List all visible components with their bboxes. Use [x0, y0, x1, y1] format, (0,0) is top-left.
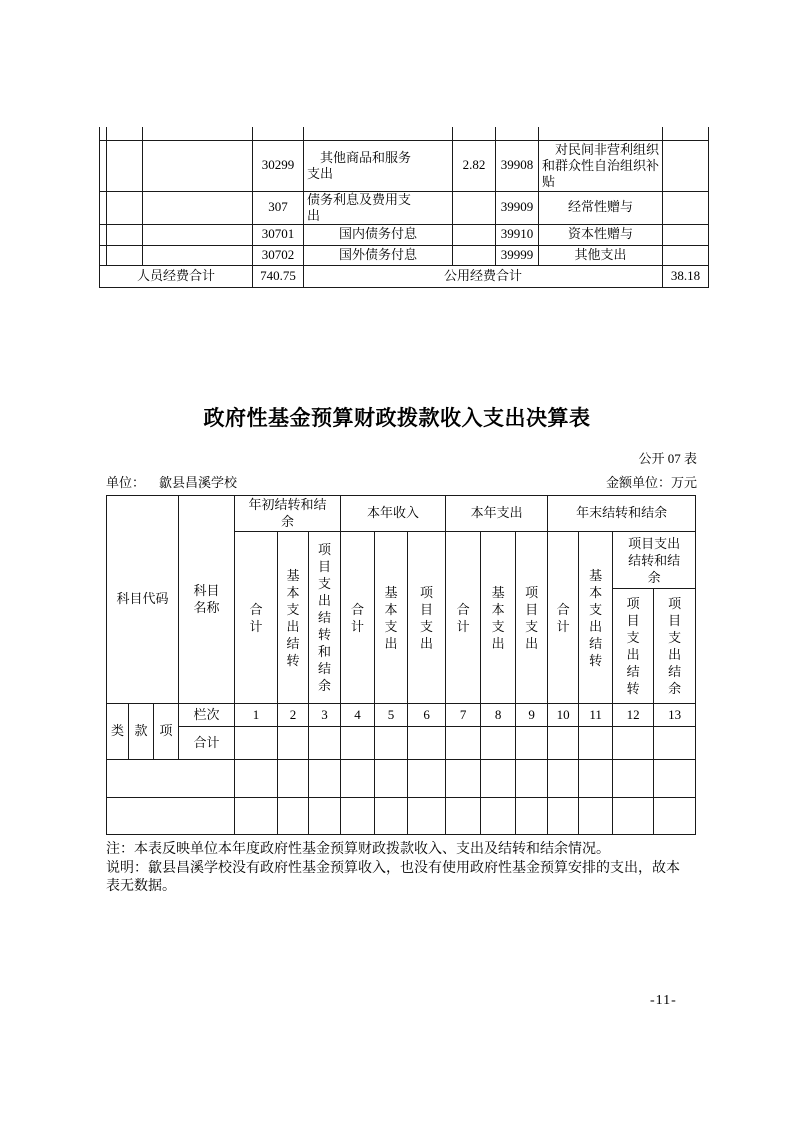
empty-cell — [446, 760, 481, 798]
header-col-1 — [235, 532, 278, 704]
total-row-label: 合计 — [179, 727, 235, 760]
header-class: 类 — [107, 704, 129, 760]
empty-cell — [654, 798, 696, 835]
empty-cell — [453, 127, 496, 140]
header-subject-name: 科目名称 — [179, 496, 235, 704]
empty-cell — [100, 191, 107, 224]
empty-cell — [309, 798, 341, 835]
header-col-9-label: 项目支出 — [525, 584, 539, 651]
col-number: 11 — [579, 704, 613, 727]
empty-cell — [548, 760, 579, 798]
header-group-year-expense: 本年支出 — [446, 496, 548, 532]
empty-cell — [341, 760, 375, 798]
empty-cell — [107, 191, 143, 224]
empty-cell — [100, 245, 107, 265]
header-col-3-label: 项目支出结转和结余 — [318, 542, 332, 693]
header-col-6-label: 项目支出 — [420, 584, 434, 651]
empty-cell — [107, 127, 143, 140]
empty-cell — [481, 727, 516, 760]
header-col-7 — [446, 532, 481, 704]
value-cell — [663, 140, 709, 191]
col-number: 4 — [341, 704, 375, 727]
name-text: 其他商品和服务支出 — [307, 149, 412, 181]
col-number: 6 — [408, 704, 446, 727]
header-group-end-year: 年末结转和结余 — [548, 496, 696, 532]
unit-value: 歙县昌溪学校 — [159, 475, 238, 490]
col-number: 7 — [446, 704, 481, 727]
empty-cell — [107, 760, 235, 798]
value-cell — [453, 245, 496, 265]
table-row — [100, 140, 709, 191]
name-cell — [539, 140, 663, 191]
empty-cell — [481, 798, 516, 835]
empty-cell — [278, 760, 309, 798]
name-cell — [304, 191, 453, 224]
table-row — [100, 224, 709, 245]
value-cell — [453, 224, 496, 245]
empty-cell — [341, 798, 375, 835]
empty-cell — [613, 760, 654, 798]
empty-cell — [107, 224, 143, 245]
code-cell: 39908 — [496, 140, 539, 191]
empty-cell — [654, 760, 696, 798]
col-number: 3 — [309, 704, 341, 727]
empty-cell — [143, 127, 253, 140]
empty-cell — [235, 727, 278, 760]
table-meta-row — [106, 472, 697, 491]
empty-cell — [375, 798, 408, 835]
empty-cell — [663, 127, 709, 140]
value-cell — [663, 191, 709, 224]
empty-cell — [375, 727, 408, 760]
empty-cell — [100, 127, 107, 140]
empty-cell — [235, 798, 278, 835]
header-col-12 — [613, 589, 654, 704]
empty-cell — [278, 727, 309, 760]
code-cell: 39910 — [496, 224, 539, 245]
lanci-label: 栏次 — [179, 704, 235, 727]
name-text: 对民间非营利组织和群众性自治组织补贴 — [542, 141, 660, 189]
code-cell: 39909 — [496, 191, 539, 224]
header-col-10 — [548, 532, 579, 704]
personnel-total-value: 740.75 — [253, 265, 304, 287]
code-cell: 307 — [253, 191, 304, 224]
header-col-1-label: 合计 — [249, 601, 263, 634]
empty-cell — [654, 727, 696, 760]
empty-cell — [107, 245, 143, 265]
header-col-2-label: 基本支出结转 — [286, 567, 300, 668]
unit-label: 单位： — [106, 475, 146, 490]
empty-cell — [143, 224, 253, 245]
empty-cell — [496, 127, 539, 140]
page-title: 政府性基金预算财政拨款收入支出决算表 — [203, 407, 591, 430]
total-row — [107, 727, 696, 760]
col-number: 13 — [654, 704, 696, 727]
col-number: 12 — [613, 704, 654, 727]
note-line: 注：本表反映单位本年度政府性基金预算财政拨款收入、支出及结转和结余情况。 — [106, 842, 610, 857]
header-group-begin-year: 年初结转和结余 — [235, 496, 341, 532]
header-group-year-income: 本年收入 — [341, 496, 446, 532]
empty-cell — [278, 798, 309, 835]
empty-cell — [304, 127, 453, 140]
empty-cell — [143, 245, 253, 265]
value-cell — [453, 191, 496, 224]
empty-cell — [408, 798, 446, 835]
header-col-12-label: 项目支出结转 — [626, 596, 640, 696]
empty-cell — [143, 140, 253, 191]
column-number-row — [107, 704, 696, 727]
empty-cell — [253, 127, 304, 140]
header-col-8 — [481, 532, 516, 704]
empty-cell — [579, 727, 613, 760]
amount-unit — [606, 472, 697, 491]
empty-cell — [579, 760, 613, 798]
header-col-13 — [654, 589, 696, 704]
empty-cell — [613, 727, 654, 760]
name-cell: 国外债务付息 — [304, 245, 453, 265]
explanation-line: 说明：歙县昌溪学校没有政府性基金预算收入，也没有使用政府性基金预算安排的支出，故本表无数据。 — [106, 860, 680, 894]
public-total-value: 38.18 — [663, 265, 709, 287]
table-row — [100, 245, 709, 265]
col-number: 8 — [481, 704, 516, 727]
empty-cell — [516, 798, 548, 835]
name-cell: 其他支出 — [539, 245, 663, 265]
col-number: 2 — [278, 704, 309, 727]
header-col-5 — [375, 532, 408, 704]
code-cell: 30702 — [253, 245, 304, 265]
empty-cell — [539, 127, 663, 140]
col-number: 9 — [516, 704, 548, 727]
header-col-7-label: 合计 — [456, 601, 470, 634]
header-col-13-label: 项目支出结余 — [668, 596, 682, 696]
empty-cell — [408, 760, 446, 798]
header-subgroup-project: 项目支出结转和结余 — [613, 532, 696, 589]
header-col-6 — [408, 532, 446, 704]
empty-data-row — [107, 760, 696, 798]
col-number: 1 — [235, 704, 278, 727]
amount-unit-value: 万元 — [670, 475, 697, 490]
code-cell: 39999 — [496, 245, 539, 265]
empty-cell — [408, 727, 446, 760]
empty-cell — [613, 798, 654, 835]
empty-data-row — [107, 798, 696, 835]
amount-unit-label: 金额单位： — [605, 475, 671, 490]
header-col-8-label: 基本支出 — [491, 584, 505, 651]
header-col-10-label: 合计 — [556, 601, 570, 634]
header-col-4 — [341, 532, 375, 704]
empty-cell — [107, 798, 235, 835]
code-cell: 30701 — [253, 224, 304, 245]
table-row-stub — [100, 127, 709, 140]
empty-cell — [481, 760, 516, 798]
public-total-label: 公用经费合计 — [304, 265, 663, 287]
empty-cell — [548, 727, 579, 760]
header-group-row — [107, 496, 696, 532]
header-col-3 — [309, 532, 341, 704]
value-cell — [663, 245, 709, 265]
value-cell: 2.82 — [453, 140, 496, 191]
header-section: 款 — [129, 704, 154, 760]
name-cell: 资本性赠与 — [539, 224, 663, 245]
empty-cell — [341, 727, 375, 760]
name-cell: 经常性赠与 — [539, 191, 663, 224]
header-item: 项 — [154, 704, 179, 760]
empty-cell — [100, 224, 107, 245]
empty-cell — [309, 760, 341, 798]
empty-cell — [548, 798, 579, 835]
page-number: -11- — [650, 993, 677, 1008]
personnel-total-label: 人员经费合计 — [100, 265, 253, 287]
form-number: 公开 07 表 — [638, 451, 697, 466]
continuation-table — [99, 127, 709, 288]
table-notes — [106, 841, 686, 897]
empty-cell — [516, 727, 548, 760]
summary-row — [100, 265, 709, 287]
header-col-11-label: 基本支出结转 — [589, 567, 603, 668]
empty-cell — [235, 760, 278, 798]
col-number: 10 — [548, 704, 579, 727]
empty-cell — [446, 727, 481, 760]
empty-cell — [516, 760, 548, 798]
empty-cell — [446, 798, 481, 835]
header-col-9 — [516, 532, 548, 704]
header-col-11 — [579, 532, 613, 704]
col-number: 5 — [375, 704, 408, 727]
empty-cell — [579, 798, 613, 835]
header-col-4-label: 合计 — [351, 601, 365, 634]
header-col-2 — [278, 532, 309, 704]
name-text: 债务利息及费用支出 — [307, 191, 412, 223]
header-col-5-label: 基本支出 — [384, 584, 398, 651]
empty-cell — [309, 727, 341, 760]
empty-cell — [107, 140, 143, 191]
table-row — [100, 191, 709, 224]
value-cell — [663, 224, 709, 245]
empty-cell — [375, 760, 408, 798]
name-cell: 国内债务付息 — [304, 224, 453, 245]
code-cell: 30299 — [253, 140, 304, 191]
header-subject-code: 科目代码 — [107, 496, 179, 704]
empty-cell — [100, 140, 107, 191]
fund-table — [106, 495, 696, 835]
name-cell — [304, 140, 453, 191]
empty-cell — [143, 191, 253, 224]
